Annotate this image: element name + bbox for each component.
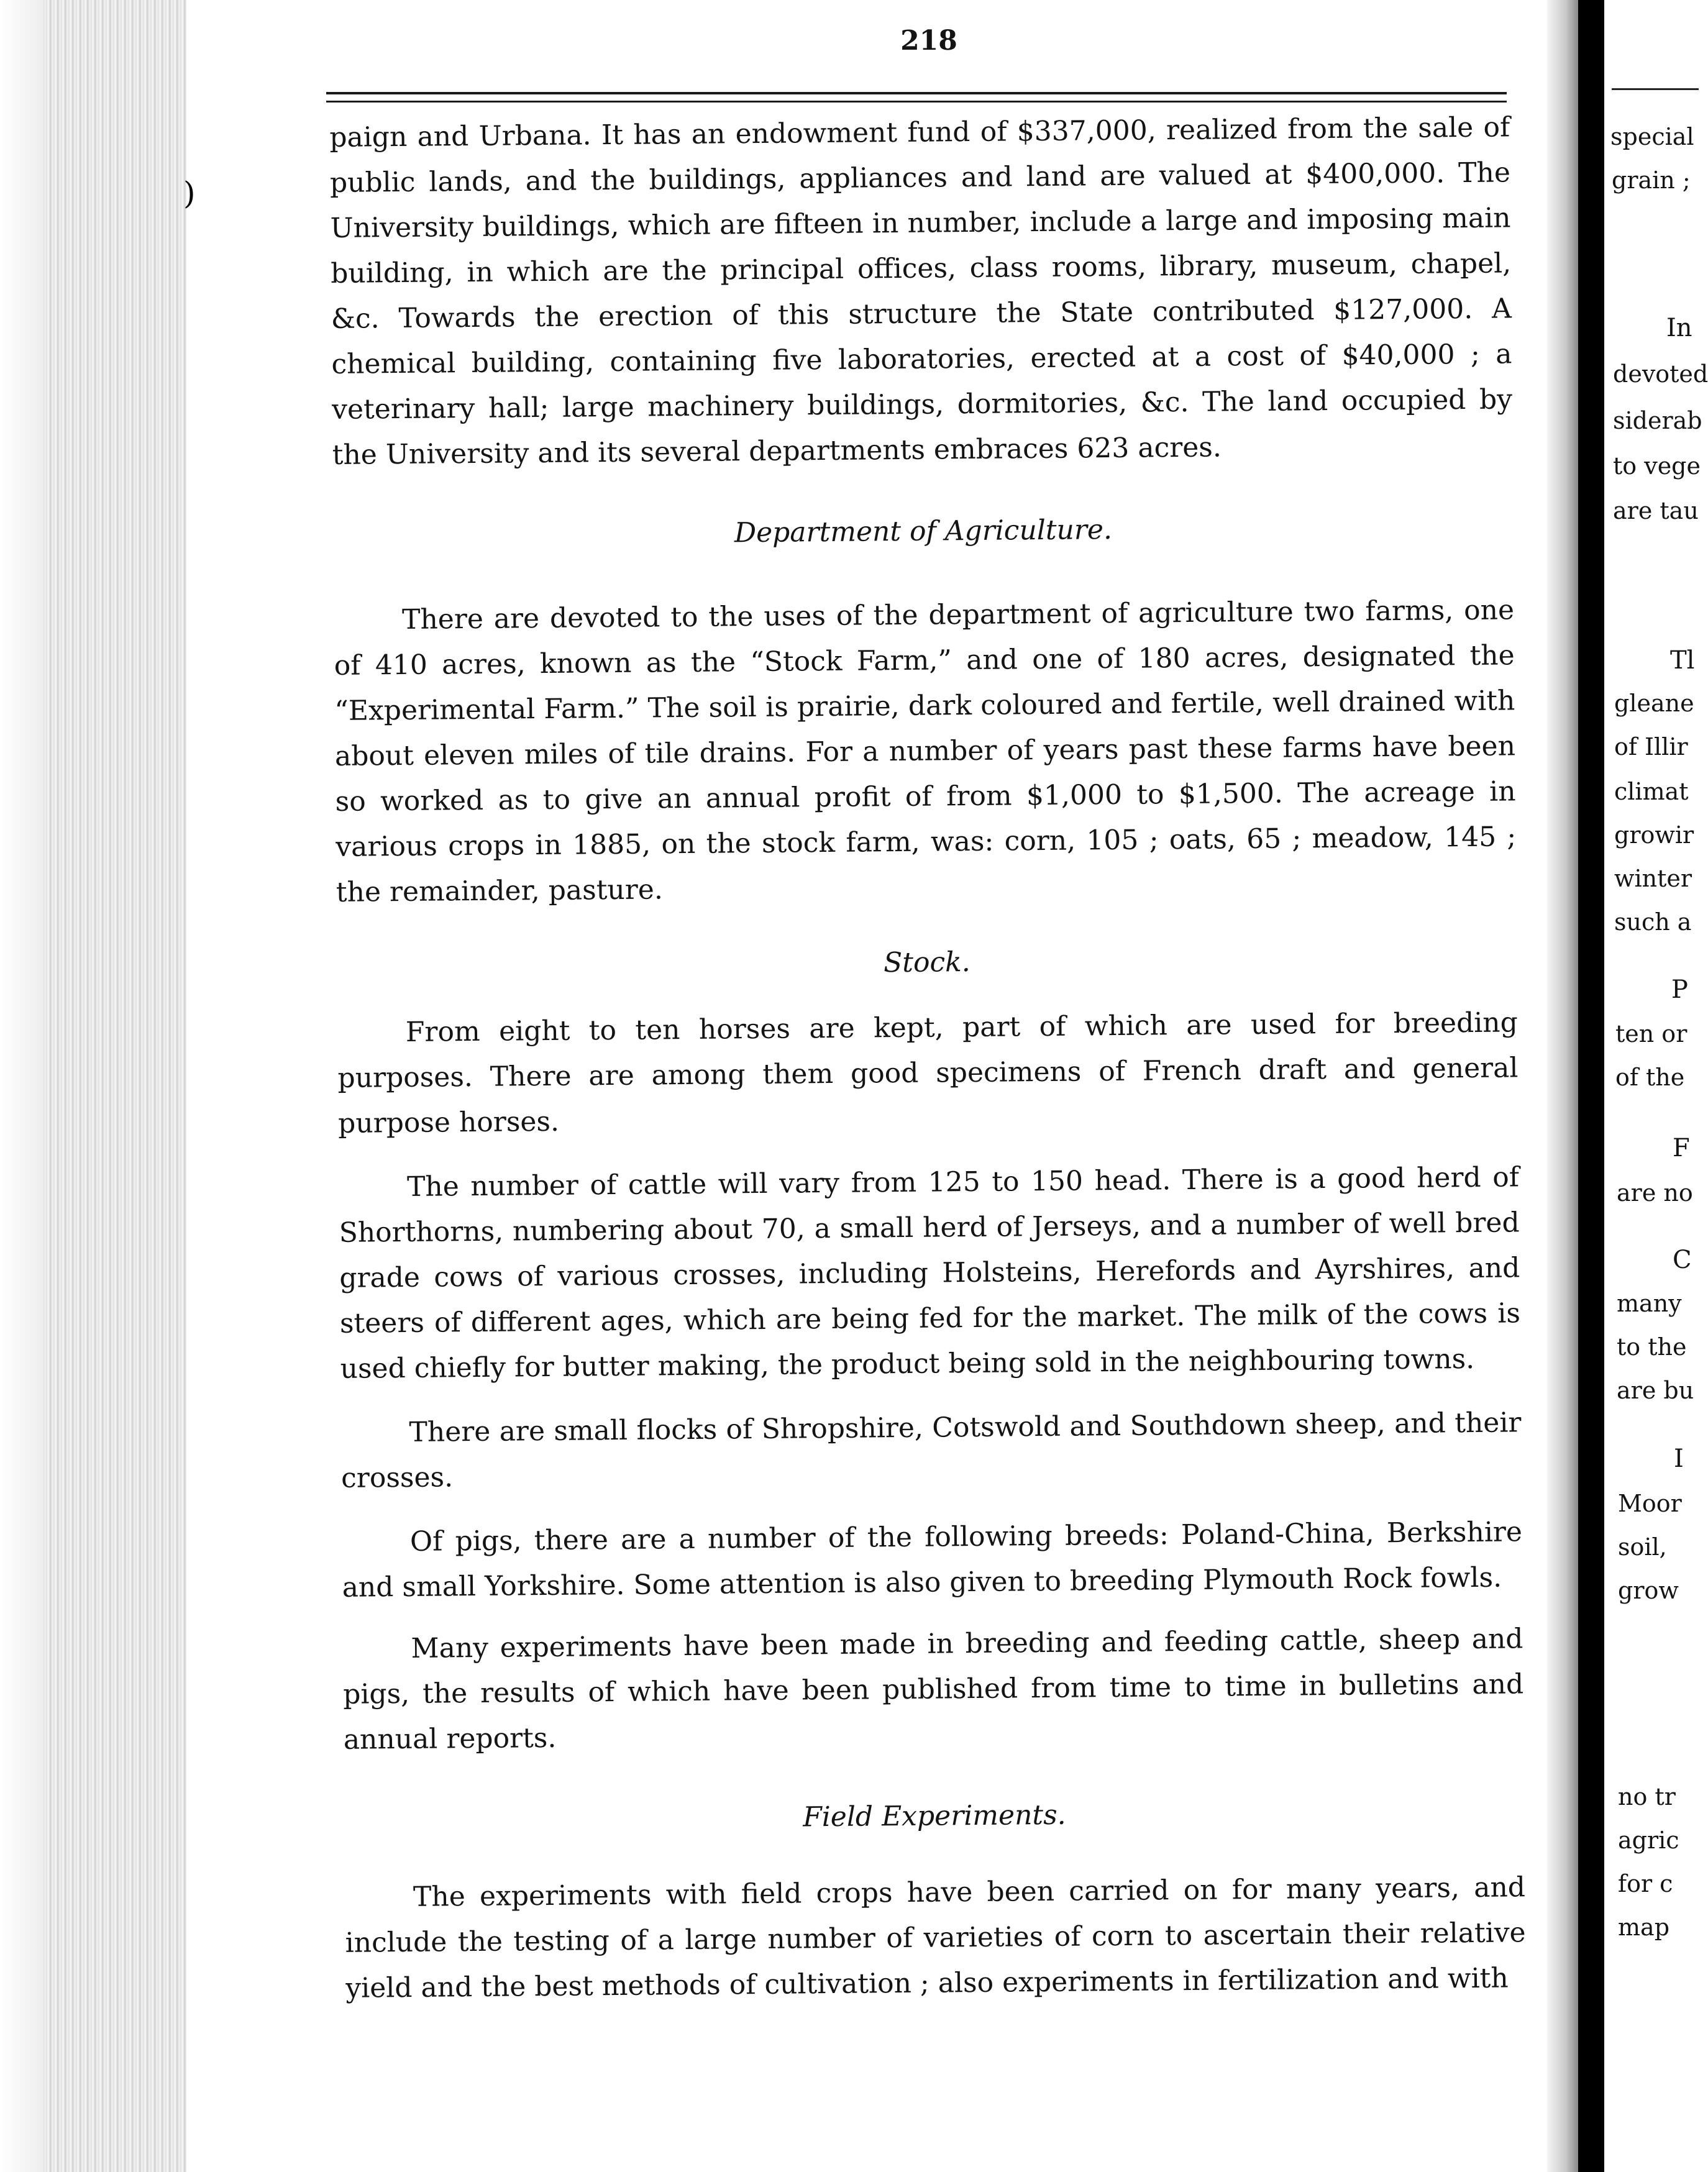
facing-fragment: map [1618,1914,1670,1941]
stock-paragraph-pigs: Of pigs, there are a number of the following breeds: Poland-China, Berkshire and small Yorkshire. Some attention is also given to breeding Plymouth Rock fowls. [342,1516,1523,1604]
header-rule [326,92,1507,103]
facing-fragment: agric [1618,1827,1679,1854]
facing-fragment: climat [1614,778,1689,805]
facing-fragment: C [1673,1246,1692,1274]
heading-stock: Stock. [883,946,970,979]
book-gutter [1547,0,1578,2172]
facing-fragment: no tr [1618,1783,1676,1810]
stock-paragraph-experiments: Many experiments have been made in breeding and feeding cattle, sheep and pigs, the results of which have been published from time to time in bulletins and annual reports. [342,1623,1524,1756]
facing-fragment: grain ; [1612,167,1691,194]
stock-paragraph-horses: From eight to ten horses are kept, part of which are used for breeding purposes. There are among them good specimens of French draft and general purpose horses. [337,1006,1518,1139]
facing-page-rule [1612,88,1699,94]
facing-fragment: grow [1618,1577,1679,1604]
facing-fragment: are bu [1617,1377,1694,1404]
stock-paragraph-sheep: There are small flocks of Shropshire, Cotswold and Southdown sheep, and their crosses. [340,1407,1522,1494]
heading-department-of-agriculture: Department of Agriculture. [734,514,1113,549]
facing-fragment: special [1610,123,1694,150]
facing-fragment: F [1673,1134,1690,1162]
facing-fragment: In [1666,314,1692,342]
facing-fragment: I [1674,1444,1684,1473]
facing-fragment: soil, [1618,1533,1667,1561]
facing-page [1604,0,1708,2172]
facing-fragment: such a [1614,908,1692,936]
facing-fragment: growir [1614,821,1694,849]
facing-fragment: of the [1615,1064,1685,1091]
field-experiments-paragraph: The experiments with field crops have been carried on for many years, and include the testing of a large number of varieties of corn to ascertain their relative yield and the best methods of cultivation ; also experiments in fertilization and with [345,1871,1526,2004]
facing-fragment: Moor [1618,1490,1682,1517]
facing-fragment: to the [1617,1333,1687,1361]
facing-fragment: gleane [1614,690,1694,717]
stock-paragraph-cattle: The number of cattle will vary from 125 to 150 head. There is a good herd of Shorthorns, numbering about 70, a small herd of Jerseys, and a number of well bred grade cows of various crosses, including Holsteins, Herefords and Ayrshires, and steers of different ages, which are being fed for the market. The milk of the cows is used chiefly for butter making, the product being sold in the neighbouring towns. [339,1161,1521,1385]
heading-field-experiments: Field Experiments. [802,1799,1066,1833]
facing-fragment: Tl [1670,646,1695,675]
page-edge-shading [0,0,43,2172]
facing-fragment: many [1617,1290,1682,1317]
facing-fragment: siderab [1613,407,1702,434]
facing-fragment: of Illir [1614,733,1688,760]
facing-fragment: winter [1614,865,1692,892]
margin-mark: ) [183,175,196,211]
facing-fragment: for c [1618,1870,1673,1897]
facing-fragment: P [1671,975,1688,1004]
gutter-shadow [1578,0,1604,2172]
agriculture-paragraph: There are devoted to the uses of the department of agriculture two farms, one of 410 acres, known as the “Stock Farm,” and one of 180 acres, designated the “Experimental Farm.” The soil is prairie, dark coloured and fertile, well drained with about eleven miles of tile drains. For a number of years past these farms have been so worked as to give an annual profit of from $1,000 to $1,500. The acreage in various crops in 1885, on the stock farm, was: corn, 105 ; oats, 65 ; meadow, 145 ; the remainder, pasture. [334,594,1517,908]
facing-fragment: ten or [1615,1020,1687,1047]
facing-fragment: are no [1617,1179,1693,1207]
page-body [329,104,1527,2010]
facing-fragment: devoted [1613,360,1708,388]
facing-fragment: are tau [1613,497,1699,524]
intro-paragraph: paign and Urbana. It has an endowment fund of $337,000, realized from the sale of public lands, and the buildings, appliances and land are valued at $400,000. The University buildings, which are fifteen in number, include a large and imposing main building, in which are the principal offices, class rooms, library, museum, chapel, &c. Towards the erection of this structure the State contributed $127,000. A chemical building, containing five laboratories, erected at a cost of $40,000 ; a veterinary hall; large machinery buildings, dormitories, &c. The land occupied by the University and its several departments embraces 623 acres. [329,111,1513,471]
facing-fragment: to vege [1613,452,1701,480]
page-number: 218 [900,25,957,57]
